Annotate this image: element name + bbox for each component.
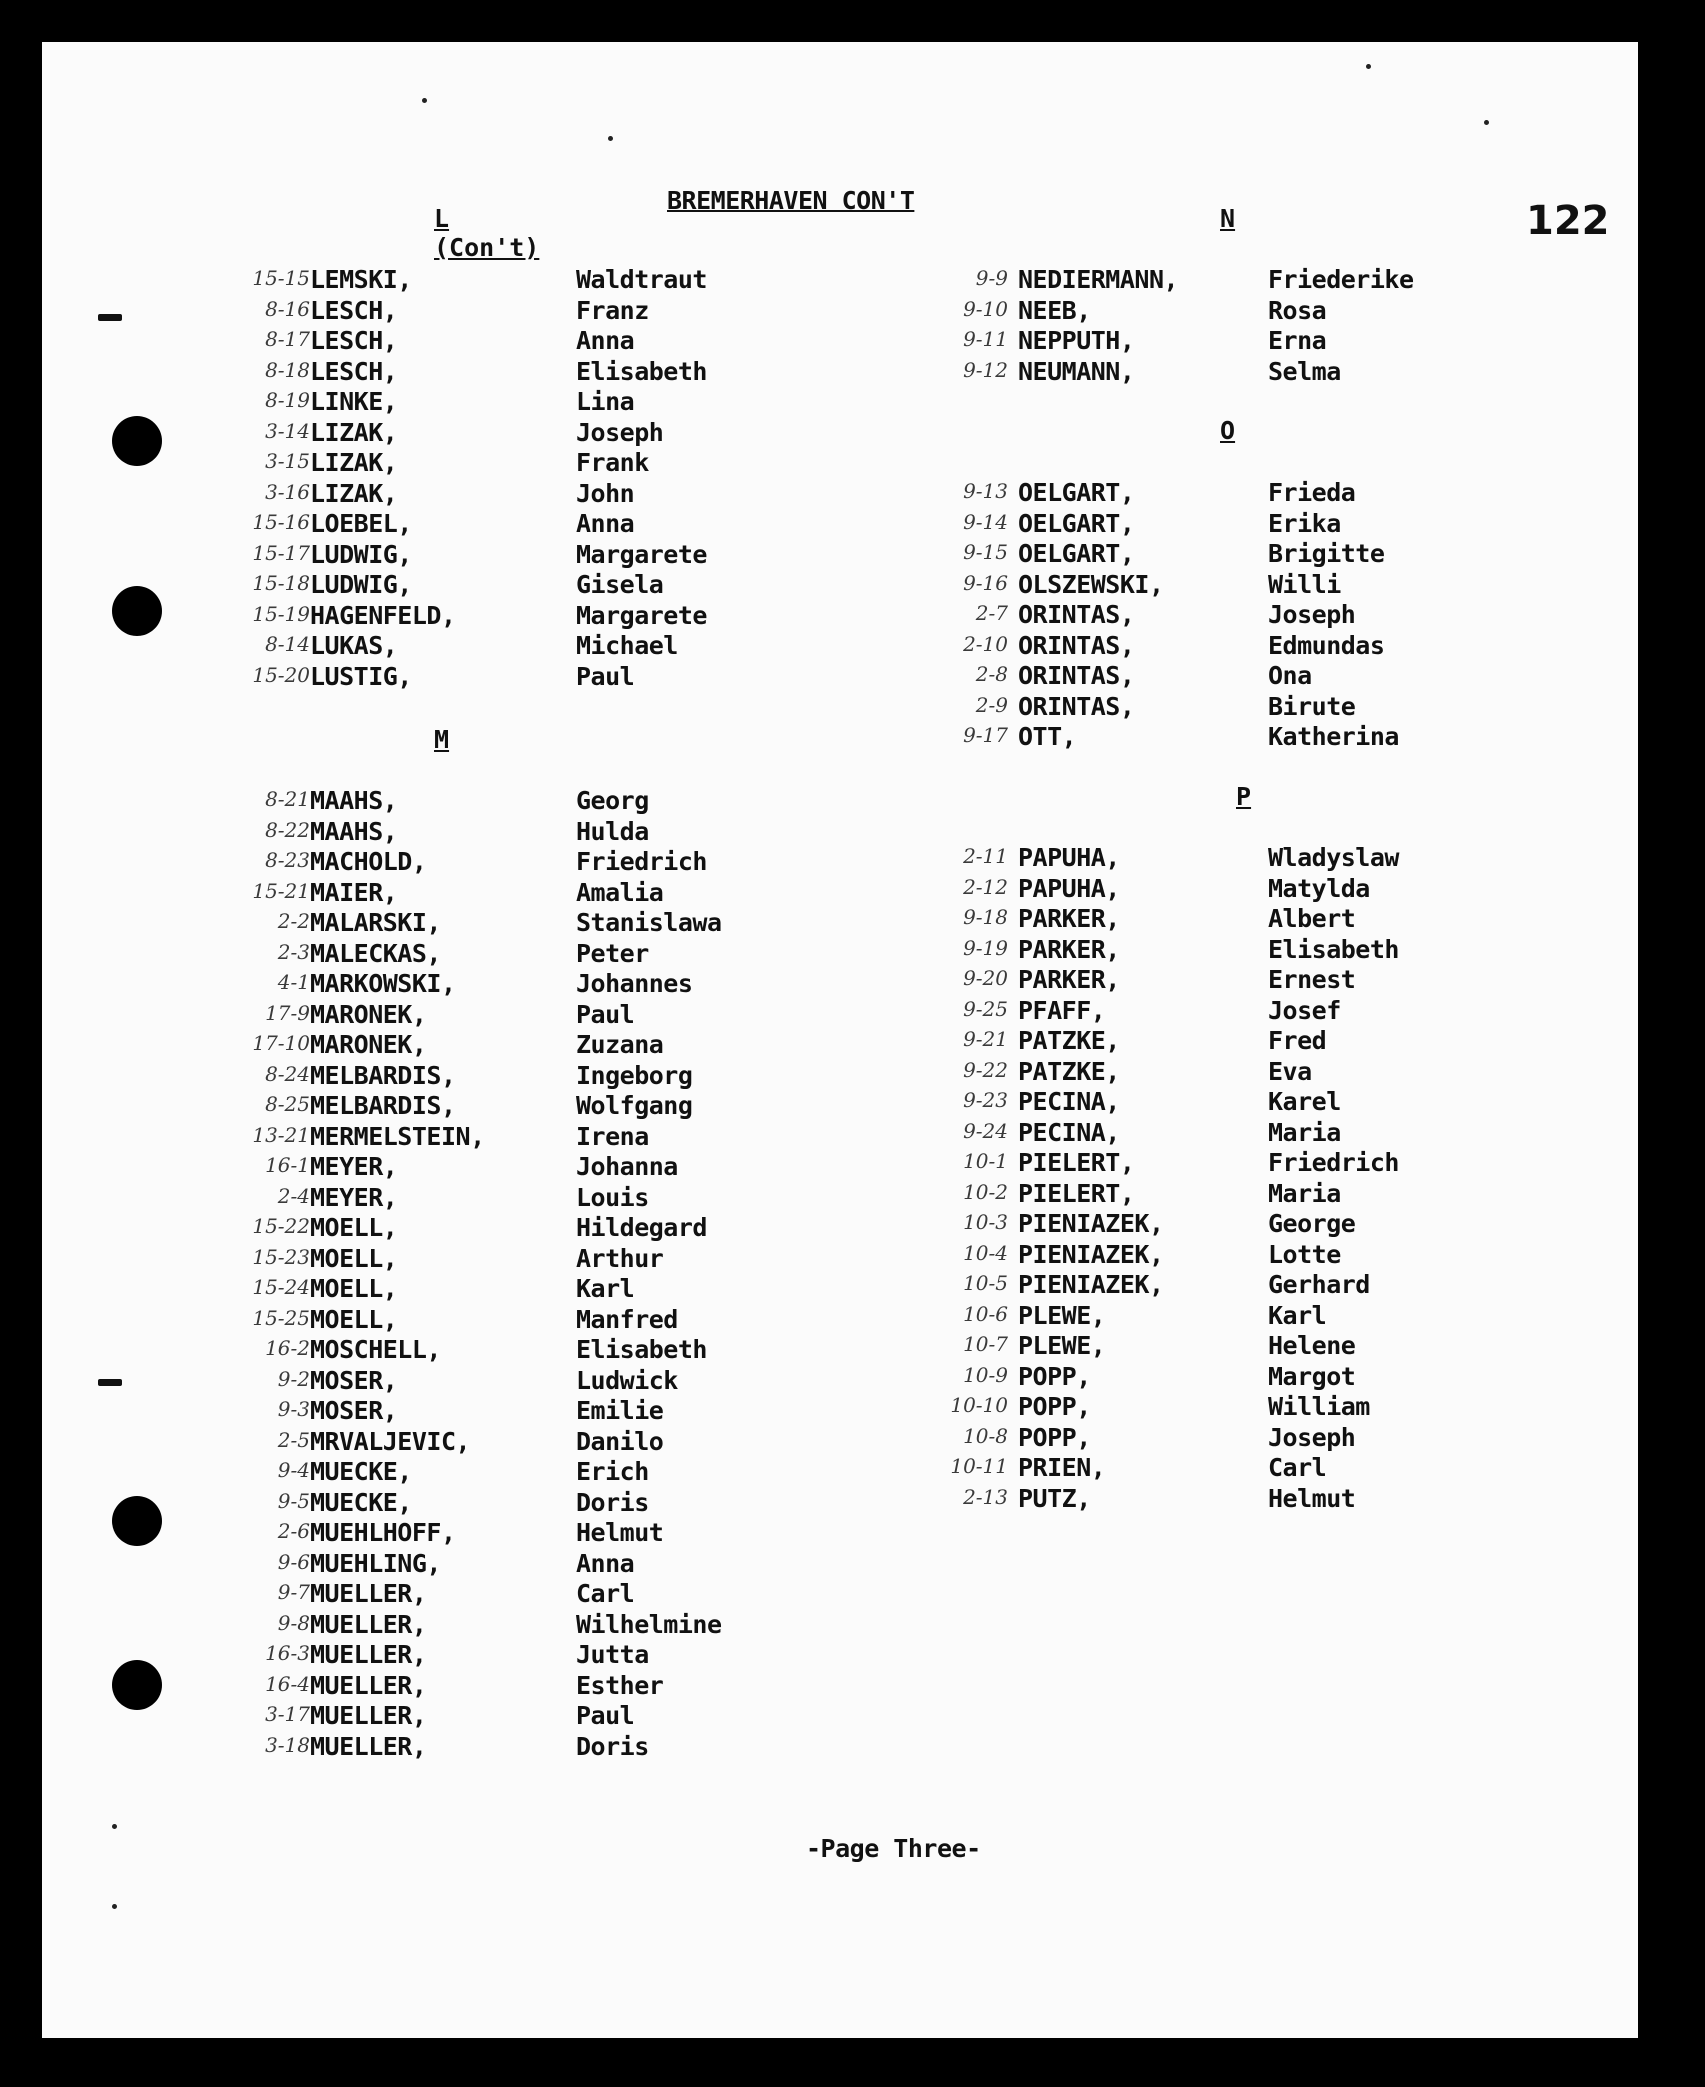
entry-given-name: George [1268,1209,1356,1238]
entry-number: 17-10 [252,1031,310,1055]
entry-given-name: Ernest [1268,965,1356,994]
entry-number: 10-8 [963,1423,1008,1448]
entry-number: 9-5 [277,1488,310,1513]
entry-number: 9-17 [963,723,1008,747]
entry-surname: MARONEK, [310,1030,427,1059]
section-heading: P [1236,782,1252,811]
page-footer: -Page Three- [806,1834,981,1863]
entry-surname: HAGENFELD, [310,600,456,630]
entry-number: 15-21 [252,878,310,903]
entry-number: 9-9 [975,266,1008,290]
entry-surname: PUTZ, [1018,1483,1091,1513]
entry-number: 3-15 [265,449,310,473]
entry-given-name: Paul [576,1701,635,1730]
entry-number: 9-15 [963,540,1008,564]
entry-surname: MOSER, [310,1396,398,1425]
entry-given-name: Ingeborg [576,1060,693,1090]
entry-number: 13-21 [252,1122,310,1147]
entry-number: 9-16 [963,570,1008,595]
entry-given-name: Joseph [1268,1422,1356,1452]
entry-given-name: Josef [1268,995,1341,1025]
entry-surname: OELGART, [1018,478,1135,507]
entry-surname: MUELLER, [310,1609,427,1639]
entry-number: 16-1 [265,1153,310,1177]
entry-number: 9-8 [277,1610,310,1635]
entry-surname: MACHOLD, [310,847,427,876]
entry-given-name: Friedrich [576,847,707,876]
entry-number: 9-14 [963,509,1008,534]
entry-number: 2-6 [277,1519,310,1543]
entry-surname: MELBARDIS, [310,1060,456,1090]
entry-surname: MUELLER, [310,1731,427,1761]
entry-number: 2-5 [277,1427,310,1452]
entry-given-name: Waldtraut [576,265,707,294]
entry-number: 8-21 [265,787,310,811]
entry-given-name: Frieda [1268,478,1356,507]
entry-surname: PAPUHA, [1018,873,1120,903]
entry-number: 10-1 [963,1149,1008,1173]
entry-number: 9-22 [963,1057,1008,1082]
entry-surname: MARONEK, [310,999,427,1029]
entry-number: 10-5 [963,1271,1008,1295]
entry-given-name: Erna [1268,326,1327,355]
entry-given-name: Peter [576,938,649,968]
entry-surname: ORINTAS, [1018,691,1135,721]
entry-surname: PECINA, [1018,1117,1120,1147]
entry-number: 9-10 [963,296,1008,321]
entry-given-name: Danilo [576,1426,664,1456]
entry-number: 2-9 [975,692,1008,717]
entry-number: 15-22 [252,1214,310,1238]
entry-number: 9-13 [963,479,1008,503]
entry-surname: OTT, [1018,722,1077,751]
entry-surname: MOELL, [310,1243,398,1273]
entry-surname: LEMSKI, [310,265,412,294]
entry-given-name: Maria [1268,1178,1341,1208]
entry-surname: LIZAK, [310,478,398,508]
entry-surname: PATZKE, [1018,1026,1120,1055]
entry-given-name: Edmundas [1268,630,1385,660]
entry-number: 16-2 [265,1336,310,1360]
entry-given-name: Anna [576,326,635,355]
entry-given-name: Matylda [1268,873,1370,903]
entry-surname: NEPPUTH, [1018,326,1135,355]
entry-number: 9-18 [963,905,1008,929]
entry-number: 2-7 [975,601,1008,625]
entry-number: 16-3 [265,1641,310,1665]
entry-surname: NEDIERMANN, [1018,265,1179,294]
entry-given-name: Willi [1268,569,1341,599]
entry-given-name: Hulda [576,816,649,846]
entry-number: 15-19 [252,601,310,626]
entry-surname: MOELL, [310,1274,398,1303]
entry-surname: LIZAK, [310,417,398,447]
entry-given-name: Elisabeth [576,1335,707,1364]
entry-given-name: William [1268,1392,1370,1421]
speck [608,136,613,141]
entry-given-name: Rosa [1268,295,1327,325]
entry-surname: OELGART, [1018,508,1135,538]
entry-surname: MOSCHELL, [310,1335,441,1364]
entry-number: 9-24 [963,1118,1008,1143]
entry-surname: POPP, [1018,1422,1091,1452]
entry-given-name: Elisabeth [576,356,707,386]
entry-number: 15-24 [252,1275,310,1299]
entry-surname: PARKER, [1018,934,1120,964]
entry-given-name: Margarete [576,600,707,630]
speck [1484,120,1489,125]
entry-number: 10-9 [963,1362,1008,1387]
entry-surname: MERMELSTEIN, [310,1121,485,1151]
punch-hole [112,586,162,636]
entry-given-name: Helmut [576,1518,664,1547]
entry-number: 10-7 [963,1332,1008,1356]
entry-surname: PLEWE, [1018,1300,1106,1330]
entry-surname: MALECKAS, [310,938,441,968]
entry-given-name: Jutta [576,1640,649,1669]
entry-surname: PECINA, [1018,1087,1120,1116]
entry-surname: PIELERT, [1018,1148,1135,1177]
entry-surname: PIELERT, [1018,1178,1135,1208]
entry-given-name: Joseph [1268,600,1356,629]
entry-surname: MUECKE, [310,1457,412,1486]
entry-given-name: Katherina [1268,722,1399,751]
speck [422,98,427,103]
entry-number: 8-22 [265,817,310,842]
punch-hole [112,1660,162,1710]
entry-number: 15-17 [252,540,310,565]
entry-surname: PFAFF, [1018,995,1106,1025]
entry-surname: PARKER, [1018,965,1120,994]
entry-surname: MEYER, [310,1152,398,1181]
entry-number: 8-17 [265,327,310,351]
entry-number: 8-19 [265,388,310,412]
entry-surname: MARKOWSKI, [310,969,456,998]
entry-number: 4-1 [277,970,310,994]
entry-surname: OELGART, [1018,539,1135,568]
section-heading: M [434,725,450,754]
entry-surname: ORINTAS, [1018,630,1135,660]
entry-surname: LINKE, [310,387,398,416]
entry-surname: LUKAS, [310,631,398,660]
entry-given-name: Georg [576,786,649,815]
entry-given-name: Wilhelmine [576,1609,722,1639]
entry-given-name: Manfred [576,1304,678,1334]
entry-number: 3-18 [265,1732,310,1757]
entry-given-name: Eva [1268,1056,1312,1086]
entry-given-name: Albert [1268,904,1356,933]
entry-number: 2-11 [963,844,1008,868]
entry-number: 9-11 [963,327,1008,351]
entry-number: 15-15 [252,266,310,290]
entry-given-name: John [576,478,635,508]
entry-number: 10-2 [963,1179,1008,1204]
entry-number: 10-3 [963,1210,1008,1234]
entry-number: 2-8 [975,662,1008,686]
entry-surname: OLSZEWSKI, [1018,569,1164,599]
entry-number: 9-2 [277,1366,310,1391]
entry-given-name: Friedrich [1268,1148,1399,1177]
entry-given-name: Hildegard [576,1213,707,1242]
entry-number: 8-18 [265,357,310,382]
entry-surname: ORINTAS, [1018,661,1135,690]
entry-number: 9-12 [963,357,1008,382]
entry-given-name: Karl [1268,1300,1327,1330]
entry-number: 3-14 [265,418,310,443]
entry-surname: NEEB, [1018,295,1091,325]
entry-given-name: Helene [1268,1331,1356,1360]
entry-given-name: Lina [576,387,635,416]
entry-surname: MELBARDIS, [310,1091,456,1120]
entry-surname: ORINTAS, [1018,600,1135,629]
entry-number: 9-7 [277,1580,310,1604]
entry-number: 2-13 [963,1484,1008,1509]
entry-number: 9-6 [277,1549,310,1574]
entry-number: 10-6 [963,1301,1008,1326]
entry-surname: MUEHLHOFF, [310,1518,456,1547]
entry-number: 2-12 [963,874,1008,899]
entry-given-name: Ona [1268,661,1312,690]
entry-surname: PRIEN, [1018,1453,1106,1482]
entry-surname: MUECKE, [310,1487,412,1517]
entry-surname: MALARSKI, [310,908,441,937]
entry-given-name: Paul [576,661,635,691]
entry-surname: MUELLER, [310,1640,427,1669]
entry-number: 9-4 [277,1458,310,1482]
entry-surname: LUSTIG, [310,661,412,691]
entry-number: 2-4 [277,1183,310,1208]
entry-number: 15-25 [252,1305,310,1330]
entry-given-name: Wladyslaw [1268,843,1399,872]
entry-given-name: Fred [1268,1026,1327,1055]
entry-number: 9-19 [963,935,1008,960]
entry-given-name: Michael [576,631,678,660]
entry-given-name: Franz [576,295,649,325]
entry-number: 9-20 [963,966,1008,990]
entry-number: 17-9 [265,1000,310,1025]
section-heading: O [1220,416,1236,445]
entry-given-name: Stanislawa [576,908,722,937]
entry-number: 9-3 [277,1397,310,1421]
entry-surname: MRVALJEVIC, [310,1426,471,1456]
entry-surname: MUELLER, [310,1670,427,1700]
speck [112,1904,117,1909]
entry-surname: NEUMANN, [1018,356,1135,386]
entry-number: 9-23 [963,1088,1008,1112]
entry-given-name: Ludwick [576,1365,678,1395]
entry-surname: PARKER, [1018,904,1120,933]
entry-given-name: Esther [576,1670,664,1700]
entry-surname: PIENIAZEK, [1018,1209,1164,1238]
speck [1366,64,1371,69]
entry-given-name: Zuzana [576,1030,664,1059]
entry-surname: LUDWIG, [310,570,412,599]
entry-given-name: Emilie [576,1396,664,1425]
entry-surname: POPP, [1018,1361,1091,1391]
entry-surname: LIZAK, [310,448,398,477]
entry-number: 15-20 [252,662,310,687]
entry-number: 10-11 [950,1454,1008,1478]
entry-given-name: Irena [576,1121,649,1151]
entry-number: 8-23 [265,848,310,872]
entry-number: 10-10 [950,1393,1008,1417]
entry-surname: PIENIAZEK, [1018,1239,1164,1269]
entry-given-name: Carl [1268,1453,1327,1482]
section-heading: L (Con't) [434,204,540,262]
entry-number: 2-2 [277,909,310,933]
entry-given-name: Birute [1268,691,1356,721]
entry-given-name: Louis [576,1182,649,1212]
entry-given-name: Anna [576,1548,635,1578]
entry-given-name: Joseph [576,417,664,447]
entry-given-name: Elisabeth [1268,934,1399,964]
page-number: 122 [1526,198,1610,244]
entry-given-name: Doris [576,1731,649,1761]
entry-number: 3-16 [265,479,310,504]
entry-number: 8-25 [265,1092,310,1116]
entry-surname: LUDWIG, [310,539,412,569]
entry-surname: LESCH, [310,295,398,325]
entry-number: 3-17 [265,1702,310,1726]
entry-given-name: Margarete [576,539,707,569]
entry-given-name: Erich [576,1457,649,1486]
section-heading: N [1220,204,1236,233]
entry-given-name: Amalia [576,877,664,907]
entry-given-name: Wolfgang [576,1091,693,1120]
entry-number: 10-4 [963,1240,1008,1265]
entry-surname: MAAHS, [310,786,398,815]
entry-number: 2-3 [277,939,310,964]
entry-surname: PAPUHA, [1018,843,1120,872]
entry-given-name: Anna [576,509,635,538]
entry-given-name: Johanna [576,1152,678,1181]
entry-number: 8-14 [265,632,310,656]
entry-surname: LESCH, [310,326,398,355]
punch-hole [112,1496,162,1546]
entry-given-name: Margot [1268,1361,1356,1391]
entry-given-name: Carl [576,1579,635,1608]
entry-given-name: Paul [576,999,635,1029]
entry-surname: LOEBEL, [310,509,412,538]
entry-surname: MAIER, [310,877,398,907]
margin-mark [98,1379,122,1386]
entry-surname: MEYER, [310,1182,398,1212]
speck [112,1824,117,1829]
entry-given-name: Karel [1268,1087,1341,1116]
margin-mark [98,314,122,321]
entry-number: 16-4 [265,1671,310,1696]
entry-given-name: Doris [576,1487,649,1517]
page-title: BREMERHAVEN CON'T [667,186,915,215]
entry-surname: LESCH, [310,356,398,386]
entry-given-name: Helmut [1268,1483,1356,1513]
entry-given-name: Karl [576,1274,635,1303]
entry-given-name: Johannes [576,969,693,998]
entry-number: 15-23 [252,1244,310,1269]
entry-number: 15-18 [252,571,310,595]
punch-hole [112,416,162,466]
entry-number: 9-25 [963,996,1008,1021]
entry-given-name: Gisela [576,570,664,599]
entry-number: 8-24 [265,1061,310,1086]
entry-number: 15-16 [252,510,310,534]
entry-given-name: Lotte [1268,1239,1341,1269]
entry-number: 8-16 [265,296,310,321]
entry-surname: MUEHLING, [310,1548,441,1578]
entry-given-name: Gerhard [1268,1270,1370,1299]
entry-surname: MOSER, [310,1365,398,1395]
entry-given-name: Selma [1268,356,1341,386]
entry-given-name: Maria [1268,1117,1341,1147]
entry-surname: PIENIAZEK, [1018,1270,1164,1299]
entry-surname: MUELLER, [310,1701,427,1730]
entry-surname: MAAHS, [310,816,398,846]
document-page [42,42,1638,2038]
entry-given-name: Frank [576,448,649,477]
entry-surname: MOELL, [310,1304,398,1334]
entry-given-name: Arthur [576,1243,664,1273]
entry-given-name: Friederike [1268,265,1414,294]
entry-surname: MUELLER, [310,1579,427,1608]
entry-surname: POPP, [1018,1392,1091,1421]
entry-number: 2-10 [963,631,1008,656]
entry-surname: PLEWE, [1018,1331,1106,1360]
entry-given-name: Brigitte [1268,539,1385,568]
entry-given-name: Erika [1268,508,1341,538]
entry-surname: MOELL, [310,1213,398,1242]
entry-surname: PATZKE, [1018,1056,1120,1086]
entry-number: 9-21 [963,1027,1008,1051]
